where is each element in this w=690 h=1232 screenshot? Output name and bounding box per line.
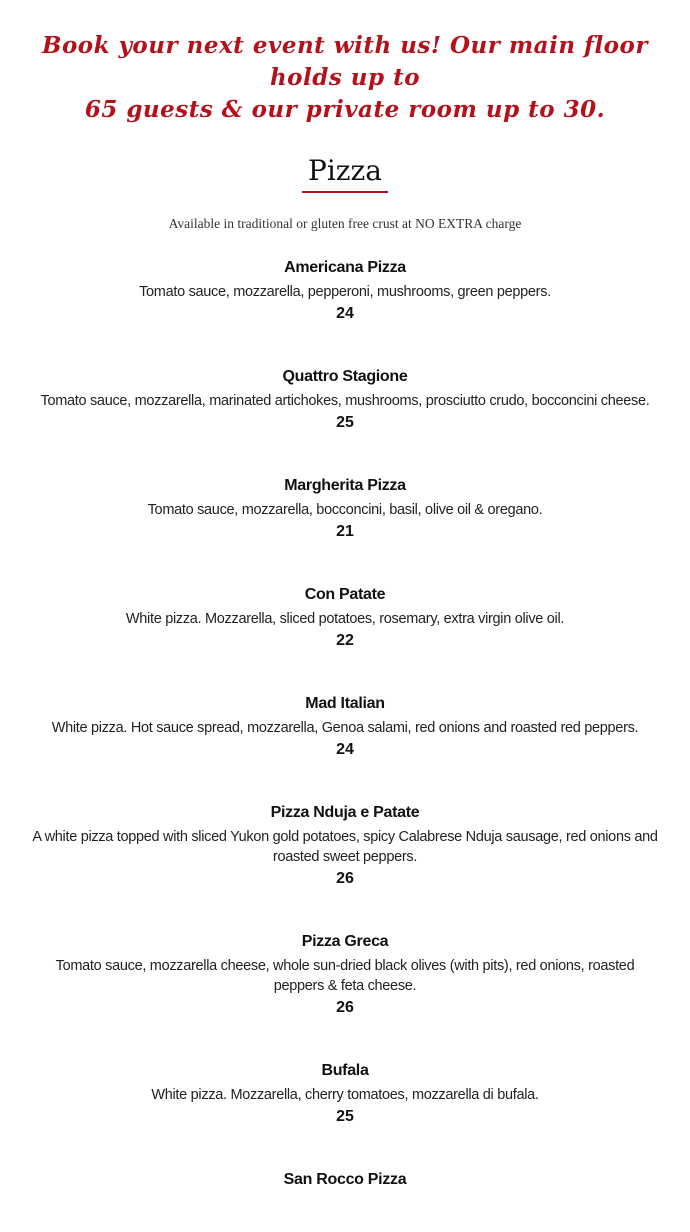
- menu-item-americana: [30, 256, 660, 325]
- item-description: White pizza. Hot sauce spread, mozzarella, Genoa salami, red onions and roasted red peppers.: [51, 720, 639, 736]
- item-name: Pizza Nduja e Patate: [270, 804, 420, 821]
- item-price: 25: [336, 1108, 354, 1125]
- item-name: San Rocco Pizza: [283, 1171, 407, 1188]
- menu-item-margherita: [30, 474, 660, 543]
- item-description: Tomato sauce, mozzarella, pepperoni, mushrooms, green peppers.: [139, 284, 551, 300]
- item-price: 26: [336, 870, 354, 887]
- pizza-menu-list: [30, 256, 660, 1232]
- item-price: 24: [336, 741, 354, 758]
- item-name: Americana Pizza: [284, 259, 406, 276]
- title-underline-divider: [302, 191, 388, 193]
- item-price: 26: [336, 999, 354, 1016]
- item-description: Tomato sauce, mozzarella, bocconcini, basil, olive oil & oregano.: [147, 502, 543, 518]
- section-note: Available in traditional or gluten free crust at NO EXTRA charge: [168, 216, 522, 231]
- item-description: White pizza. Mozzarella, sliced potatoes, rosemary, extra virgin olive oil.: [125, 611, 565, 627]
- menu-item-bufala: [30, 1059, 660, 1128]
- item-description: Tomato sauce, mozzarella cheese, whole sun-dried black olives (with pits), red onions, roasted peppers & feta cheese.: [55, 958, 635, 994]
- menu-item-san-rocco: [30, 1168, 660, 1192]
- menu-item-con-patate: [30, 583, 660, 652]
- item-name: Margherita Pizza: [284, 477, 406, 494]
- item-description: Tomato sauce, mozzarella, marinated artichokes, mushrooms, prosciutto crudo, bocconcini cheese.: [40, 393, 650, 409]
- section-title: Pizza: [308, 154, 382, 187]
- item-price: 25: [336, 414, 354, 431]
- menu-item-greca: [30, 930, 660, 1019]
- menu-item-quattro-stagione: [30, 365, 660, 434]
- item-name: Mad Italian: [305, 695, 385, 712]
- menu-item-nduja-e-patate: [30, 801, 660, 890]
- item-price: 21: [336, 523, 354, 540]
- item-name: Con Patate: [304, 586, 386, 603]
- item-description: White pizza. Mozzarella, cherry tomatoes, mozzarella di bufala.: [151, 1087, 539, 1103]
- event-promo-banner: [20, 30, 670, 126]
- promo-line-1: Book your next event with us! Our main floor holds up to: [42, 32, 648, 91]
- item-price: 24: [336, 305, 354, 322]
- menu-item-mad-italian: [30, 692, 660, 761]
- promo-line-2: 65 guests & our private room up to 30.: [84, 96, 606, 123]
- item-name: Bufala: [321, 1062, 369, 1079]
- item-name: Quattro Stagione: [282, 368, 408, 385]
- item-price: 22: [336, 632, 354, 649]
- item-description: A white pizza topped with sliced Yukon gold potatoes, spicy Calabrese Nduja sausage, red onions and roasted sweet peppers.: [32, 829, 658, 865]
- item-name: Pizza Greca: [301, 933, 389, 950]
